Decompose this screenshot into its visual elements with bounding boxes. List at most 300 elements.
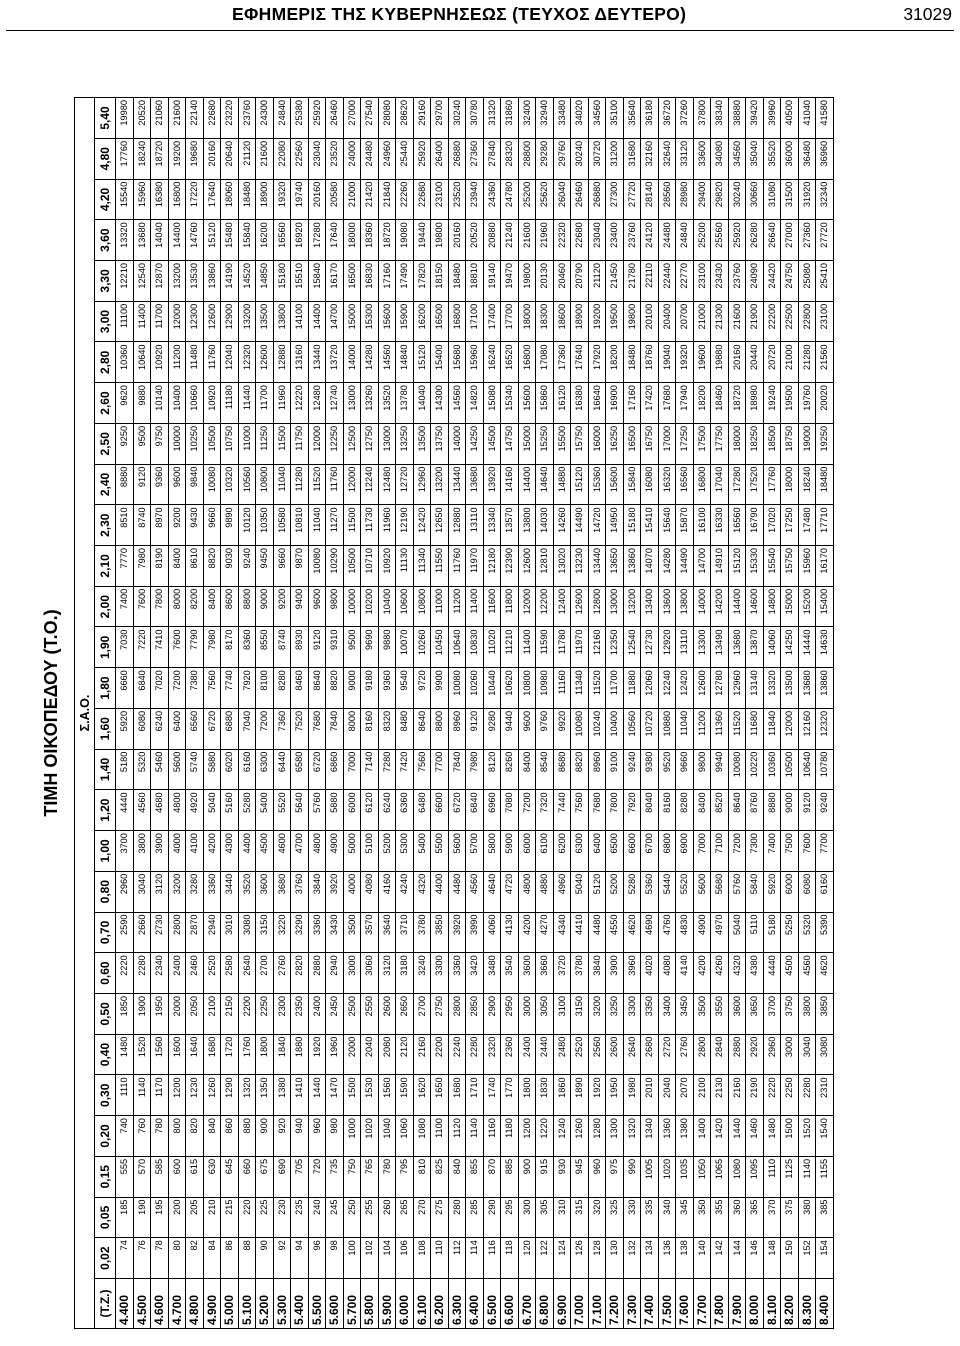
price-cell: 23100 — [693, 261, 711, 302]
price-cell: 3760 — [291, 871, 309, 912]
price-cell: 4760 — [658, 912, 676, 953]
table-row — [571, 98, 589, 1329]
price-cell: 780 — [378, 1156, 396, 1197]
price-cell: 17480 — [798, 505, 816, 546]
price-cell: 1740 — [483, 1075, 501, 1116]
price-cell: 12000 — [343, 464, 361, 505]
price-cell: 12540 — [623, 627, 641, 668]
price-cell: 41040 — [798, 98, 816, 139]
price-cell: 1040 — [378, 1116, 396, 1157]
price-cell: 2600 — [606, 1034, 624, 1075]
price-cell: 5110 — [746, 912, 764, 953]
price-cell: 16520 — [501, 342, 519, 383]
price-cell: 9760 — [536, 708, 554, 749]
price-cell: 3780 — [571, 953, 589, 994]
price-cell: 134 — [641, 1238, 659, 1279]
price-cell: 6300 — [256, 749, 274, 790]
column-header: 1,40 — [95, 749, 116, 790]
table-row — [816, 98, 834, 1329]
row-label: 7.200 — [606, 1279, 624, 1329]
price-cell: 2100 — [693, 1075, 711, 1116]
price-cell: 28080 — [378, 98, 396, 139]
price-cell: 15000 — [781, 586, 799, 627]
price-cell: 17820 — [413, 261, 431, 302]
price-cell: 11180 — [221, 383, 239, 424]
price-cell: 27000 — [343, 98, 361, 139]
price-cell: 11280 — [291, 464, 309, 505]
price-cell: 25920 — [308, 98, 326, 139]
price-cell: 11730 — [361, 505, 379, 546]
price-cell: 10400 — [378, 586, 396, 627]
price-cell: 12200 — [536, 586, 554, 627]
price-cell: 1125 — [781, 1156, 799, 1197]
price-cell: 12160 — [588, 627, 606, 668]
price-cell: 5280 — [623, 871, 641, 912]
price-cell: 15080 — [483, 383, 501, 424]
price-cell: 7300 — [746, 831, 764, 872]
price-cell: 2880 — [308, 953, 326, 994]
price-cell: 37260 — [676, 98, 694, 139]
price-cell: 21120 — [238, 138, 256, 179]
price-cell: 17640 — [203, 179, 221, 220]
price-cell: 310 — [553, 1197, 571, 1238]
price-cell: 8460 — [291, 668, 309, 709]
price-cell: 18900 — [256, 179, 274, 220]
price-cell: 17100 — [466, 301, 484, 342]
price-cell: 14280 — [658, 546, 676, 587]
price-cell: 3010 — [221, 912, 239, 953]
table-title: ΤΙΜΗ ΟΙΚΟΠΕΔΟΥ (Τ.Ο.) — [41, 609, 61, 817]
price-cell: 3570 — [361, 912, 379, 953]
price-cell: 10000 — [168, 423, 186, 464]
price-cell: 22500 — [781, 301, 799, 342]
price-cell: 1095 — [746, 1156, 764, 1197]
price-cell: 34080 — [711, 138, 729, 179]
price-cell: 1680 — [448, 1075, 466, 1116]
header-rule — [6, 30, 954, 31]
price-cell: 1140 — [798, 1156, 816, 1197]
price-cell: 6240 — [378, 790, 396, 831]
price-cell: 1180 — [501, 1116, 519, 1157]
price-cell: 10140 — [151, 383, 169, 424]
price-cell: 3640 — [378, 912, 396, 953]
price-cell: 1440 — [728, 1116, 746, 1157]
price-cell: 20520 — [466, 220, 484, 261]
price-cell: 15600 — [378, 301, 396, 342]
price-cell: 25560 — [711, 220, 729, 261]
price-cell: 23220 — [221, 98, 239, 139]
price-cell: 17700 — [501, 301, 519, 342]
price-cell: 2000 — [343, 1034, 361, 1075]
price-cell: 78 — [151, 1238, 169, 1279]
price-cell: 2800 — [168, 912, 186, 953]
price-cell: 16750 — [641, 423, 659, 464]
price-cell: 132 — [623, 1238, 641, 1279]
price-cell: 15120 — [203, 220, 221, 261]
price-cell: 5460 — [151, 749, 169, 790]
price-cell: 9240 — [238, 546, 256, 587]
price-cell: 13800 — [273, 301, 291, 342]
price-cell: 22800 — [798, 301, 816, 342]
column-header: 4,20 — [95, 179, 116, 220]
price-cell: 5500 — [431, 831, 449, 872]
price-cell: 27720 — [816, 220, 834, 261]
column-header: 2,30 — [95, 505, 116, 546]
price-cell: 39960 — [763, 98, 781, 139]
price-cell: 26880 — [448, 138, 466, 179]
price-cell: 11600 — [483, 586, 501, 627]
price-cell: 8000 — [343, 708, 361, 749]
price-cell: 14910 — [711, 546, 729, 587]
price-cell: 2760 — [273, 953, 291, 994]
price-cell: 2300 — [273, 993, 291, 1034]
price-cell: 14000 — [693, 586, 711, 627]
price-cell: 12220 — [291, 383, 309, 424]
price-cell: 18980 — [746, 383, 764, 424]
price-cell: 960 — [308, 1116, 326, 1157]
price-cell: 17760 — [763, 464, 781, 505]
price-cell: 14440 — [798, 627, 816, 668]
price-cell: 17160 — [378, 261, 396, 302]
price-cell: 8880 — [116, 464, 134, 505]
price-cell: 8640 — [728, 790, 746, 831]
table-row — [378, 98, 396, 1329]
price-cell: 3360 — [448, 953, 466, 994]
price-cell: 13440 — [448, 464, 466, 505]
price-cell: 9000 — [343, 668, 361, 709]
price-cell: 14300 — [431, 383, 449, 424]
price-cell: 13530 — [186, 261, 204, 302]
price-cell: 5920 — [116, 708, 134, 749]
price-cell: 14400 — [168, 220, 186, 261]
price-cell: 9240 — [623, 749, 641, 790]
price-cell: 385 — [816, 1197, 834, 1238]
row-label: 6.300 — [448, 1279, 466, 1329]
price-cell: 1060 — [396, 1116, 414, 1157]
price-cell: 11680 — [746, 708, 764, 749]
price-cell: 10360 — [116, 342, 134, 383]
price-cell: 12250 — [326, 423, 344, 464]
row-label: 6.100 — [413, 1279, 431, 1329]
price-cell: 40500 — [781, 98, 799, 139]
price-cell: 13570 — [501, 505, 519, 546]
price-cell: 17020 — [763, 505, 781, 546]
price-cell: 41580 — [816, 98, 834, 139]
price-cell: 136 — [658, 1238, 676, 1279]
table-row — [676, 98, 694, 1329]
price-cell: 7420 — [396, 749, 414, 790]
price-cell: 3520 — [238, 871, 256, 912]
price-cell: 27300 — [606, 179, 624, 220]
table-row — [623, 98, 641, 1329]
price-cell: 2280 — [466, 1034, 484, 1075]
price-cell: 14490 — [571, 505, 589, 546]
price-cell: 2660 — [133, 912, 151, 953]
price-cell: 14280 — [361, 342, 379, 383]
price-cell: 15840 — [238, 220, 256, 261]
price-cell: 10500 — [343, 546, 361, 587]
price-cell: 8600 — [221, 586, 239, 627]
price-cell: 2130 — [711, 1075, 729, 1116]
price-cell: 3400 — [658, 993, 676, 1034]
price-cell: 35520 — [763, 138, 781, 179]
price-cell: 6440 — [273, 749, 291, 790]
price-cell: 1470 — [326, 1075, 344, 1116]
price-cell: 108 — [413, 1238, 431, 1279]
corner-cell: (Τ.Ζ.) — [95, 1279, 116, 1329]
price-cell: 15540 — [116, 179, 134, 220]
price-cell: 13110 — [676, 627, 694, 668]
price-cell: 1560 — [151, 1034, 169, 1075]
price-cell: 14600 — [746, 586, 764, 627]
price-cell: 8800 — [431, 708, 449, 749]
row-label: 5.900 — [378, 1279, 396, 1329]
price-cell: 128 — [588, 1238, 606, 1279]
price-cell: 8260 — [501, 749, 519, 790]
price-cell: 1290 — [221, 1075, 239, 1116]
price-cell: 15480 — [221, 220, 239, 261]
price-cell: 7800 — [606, 790, 624, 831]
price-cell: 10080 — [308, 546, 326, 587]
price-cell: 855 — [466, 1156, 484, 1197]
price-cell: 16000 — [588, 423, 606, 464]
table-row — [256, 98, 274, 1329]
price-cell: 14040 — [151, 220, 169, 261]
price-cell: 9600 — [518, 708, 536, 749]
price-cell: 2590 — [116, 912, 134, 953]
price-cell: 10920 — [151, 342, 169, 383]
price-cell: 19250 — [816, 423, 834, 464]
price-cell: 15180 — [623, 505, 641, 546]
price-cell: 12740 — [326, 383, 344, 424]
price-cell: 22440 — [658, 261, 676, 302]
price-cell: 1880 — [291, 1034, 309, 1075]
price-cell: 12000 — [308, 423, 326, 464]
price-cell: 25200 — [693, 220, 711, 261]
price-cell: 12000 — [781, 708, 799, 749]
price-cell: 1840 — [273, 1034, 291, 1075]
price-cell: 10080 — [728, 749, 746, 790]
table-row — [641, 98, 659, 1329]
price-cell: 11400 — [466, 586, 484, 627]
price-cell: 9540 — [396, 668, 414, 709]
price-cell: 870 — [483, 1156, 501, 1197]
price-cell: 22110 — [641, 261, 659, 302]
price-cell: 6700 — [641, 831, 659, 872]
price-cell: 11520 — [308, 464, 326, 505]
price-cell: 6240 — [151, 708, 169, 749]
price-cell: 8000 — [168, 586, 186, 627]
price-cell: 2940 — [326, 953, 344, 994]
price-cell: 13440 — [588, 546, 606, 587]
price-cell: 10580 — [273, 505, 291, 546]
price-cell: 1640 — [186, 1034, 204, 1075]
price-cell: 13600 — [658, 586, 676, 627]
price-cell: 1280 — [588, 1116, 606, 1157]
price-cell: 570 — [133, 1156, 151, 1197]
price-cell: 16200 — [256, 220, 274, 261]
price-cell: 1120 — [448, 1116, 466, 1157]
column-header: 1,20 — [95, 790, 116, 831]
price-cell: 13500 — [256, 301, 274, 342]
price-cell: 6600 — [623, 831, 641, 872]
price-cell: 195 — [151, 1197, 169, 1238]
price-cell: 23100 — [816, 301, 834, 342]
price-cell: 94 — [291, 1238, 309, 1279]
price-cell: 10400 — [606, 708, 624, 749]
price-cell: 18150 — [431, 261, 449, 302]
price-cell: 13750 — [431, 423, 449, 464]
price-cell: 1080 — [413, 1116, 431, 1157]
price-cell: 31860 — [501, 98, 519, 139]
table-row — [413, 98, 431, 1329]
price-cell: 1140 — [133, 1075, 151, 1116]
price-cell: 2950 — [501, 993, 519, 1034]
price-cell: 21600 — [728, 301, 746, 342]
price-cell: 13860 — [203, 261, 221, 302]
price-cell: 11750 — [291, 423, 309, 464]
price-cell: 24000 — [343, 138, 361, 179]
price-cell: 1320 — [623, 1116, 641, 1157]
price-cell: 14880 — [553, 464, 571, 505]
price-cell: 20460 — [553, 261, 571, 302]
row-label: 5.600 — [326, 1279, 344, 1329]
price-cell: 12600 — [203, 301, 221, 342]
price-cell: 17220 — [186, 179, 204, 220]
price-cell: 6900 — [676, 831, 694, 872]
price-cell: 1340 — [641, 1116, 659, 1157]
price-cell: 13680 — [798, 668, 816, 709]
price-cell: 4130 — [501, 912, 519, 953]
price-cell: 17520 — [746, 464, 764, 505]
price-cell: 300 — [518, 1197, 536, 1238]
price-cell: 7680 — [588, 790, 606, 831]
price-cell: 370 — [763, 1197, 781, 1238]
price-cell: 4900 — [326, 831, 344, 872]
price-cell: 5600 — [693, 871, 711, 912]
price-cell: 15120 — [728, 546, 746, 587]
price-cell: 26280 — [746, 220, 764, 261]
price-cell: 10560 — [238, 464, 256, 505]
price-cell: 17500 — [693, 423, 711, 464]
price-cell: 190 — [133, 1197, 151, 1238]
table-row — [781, 98, 799, 1329]
price-cell: 9310 — [326, 627, 344, 668]
price-cell: 980 — [326, 1116, 344, 1157]
table-row — [746, 98, 764, 1329]
price-cell: 2200 — [238, 993, 256, 1034]
price-cell: 5600 — [448, 831, 466, 872]
price-cell: 6840 — [466, 790, 484, 831]
price-cell: 18750 — [781, 423, 799, 464]
price-cell: 11270 — [326, 505, 344, 546]
table-row — [466, 98, 484, 1329]
price-cell: 13000 — [606, 586, 624, 627]
price-cell: 5640 — [291, 790, 309, 831]
column-header: 2,50 — [95, 423, 116, 464]
price-cell: 8280 — [273, 668, 291, 709]
price-cell: 290 — [483, 1197, 501, 1238]
price-cell: 32340 — [816, 179, 834, 220]
price-cell: 1480 — [116, 1034, 134, 1075]
price-cell: 17250 — [676, 423, 694, 464]
price-cell: 16080 — [641, 464, 659, 505]
price-cell: 11970 — [571, 627, 589, 668]
price-cell: 4000 — [343, 871, 361, 912]
price-cell: 126 — [571, 1238, 589, 1279]
price-cell: 1620 — [413, 1075, 431, 1116]
price-cell: 2100 — [203, 993, 221, 1034]
price-cell: 22200 — [763, 301, 781, 342]
table-row — [588, 98, 606, 1329]
column-header: 2,00 — [95, 586, 116, 627]
price-cell: 9600 — [168, 464, 186, 505]
row-label: 5.800 — [361, 1279, 379, 1329]
price-cell: 16900 — [606, 383, 624, 424]
price-cell: 360 — [728, 1197, 746, 1238]
price-cell: 20160 — [308, 179, 326, 220]
price-cell: 9380 — [641, 749, 659, 790]
price-cell: 1100 — [431, 1116, 449, 1157]
price-cell: 19800 — [623, 301, 641, 342]
price-cell: 23040 — [588, 220, 606, 261]
table-row — [518, 98, 536, 1329]
price-cell: 24420 — [763, 261, 781, 302]
price-cell: 15900 — [396, 301, 414, 342]
price-cell: 15300 — [361, 301, 379, 342]
table-row — [361, 98, 379, 1329]
price-cell: 630 — [203, 1156, 221, 1197]
price-cell: 5400 — [256, 790, 274, 831]
price-cell: 11970 — [466, 546, 484, 587]
price-cell: 5320 — [798, 912, 816, 953]
price-cell: 1220 — [536, 1116, 554, 1157]
price-cell: 1980 — [623, 1075, 641, 1116]
price-cell: 10290 — [326, 546, 344, 587]
table-row — [133, 98, 151, 1329]
price-cell: 14630 — [816, 627, 834, 668]
price-cell: 14400 — [518, 464, 536, 505]
price-cell: 9120 — [133, 464, 151, 505]
price-cell: 20160 — [728, 342, 746, 383]
price-cell: 3900 — [151, 831, 169, 872]
price-cell: 11040 — [308, 505, 326, 546]
price-cell: 4410 — [571, 912, 589, 953]
row-label: 6.600 — [501, 1279, 519, 1329]
price-cell: 5520 — [273, 790, 291, 831]
column-header: 3,00 — [95, 301, 116, 342]
price-cell: 2940 — [203, 912, 221, 953]
price-cell: 200 — [168, 1197, 186, 1238]
row-label: 8.400 — [816, 1279, 834, 1329]
row-label: 7.300 — [623, 1279, 641, 1329]
price-cell: 13250 — [396, 423, 414, 464]
price-cell: 29160 — [413, 98, 431, 139]
price-cell: 1950 — [151, 993, 169, 1034]
price-cell: 330 — [623, 1197, 641, 1238]
table-row — [658, 98, 676, 1329]
table-row — [203, 98, 221, 1329]
price-cell: 345 — [676, 1197, 694, 1238]
price-cell: 12480 — [378, 464, 396, 505]
price-cell: 15860 — [536, 383, 554, 424]
price-cell: 24840 — [273, 98, 291, 139]
price-cell: 945 — [571, 1156, 589, 1197]
price-cell: 16800 — [518, 342, 536, 383]
price-cell: 14840 — [396, 342, 414, 383]
price-cell: 15960 — [133, 179, 151, 220]
price-cell: 5040 — [728, 912, 746, 953]
